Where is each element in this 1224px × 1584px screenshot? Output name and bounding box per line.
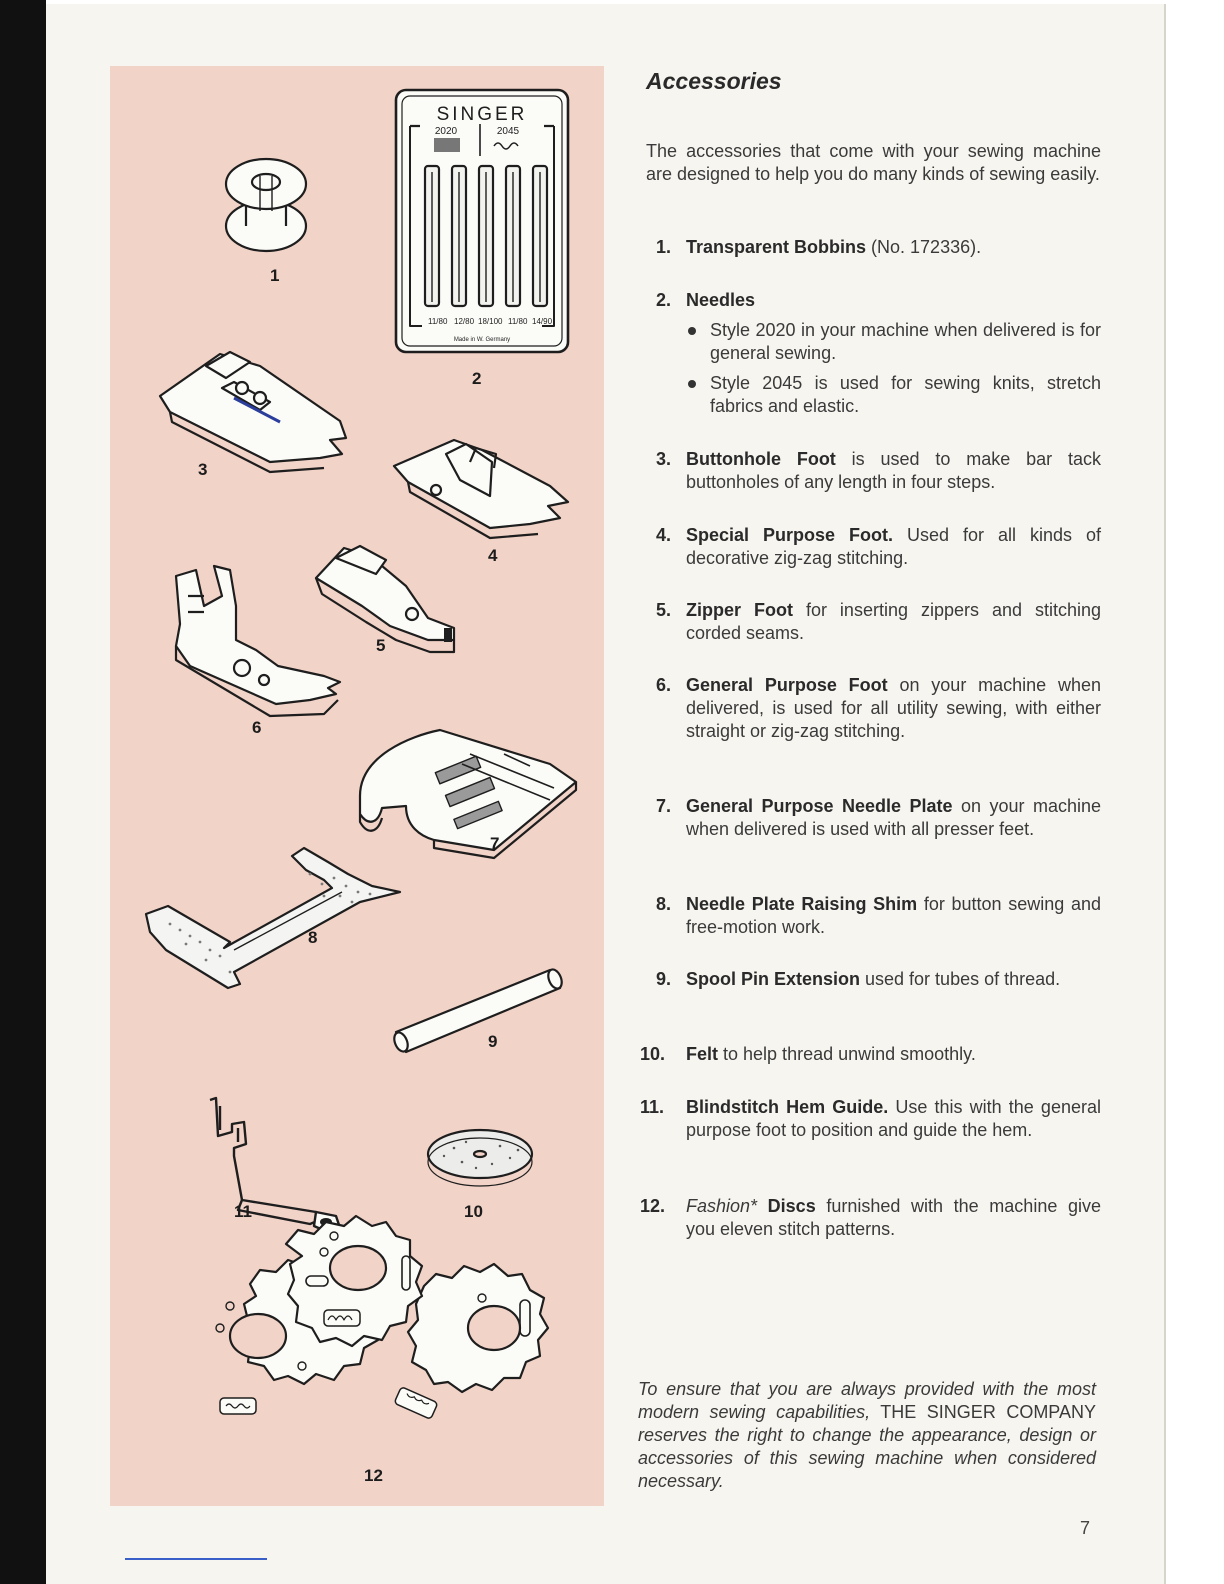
list-item bbox=[646, 448, 1101, 494]
item-number: 2. bbox=[656, 290, 672, 310]
intro-paragraph: The accessories that come with your sewing machine are designed to help you do many kinds of sewing easily. bbox=[646, 141, 1101, 184]
scan-edge-line bbox=[125, 1558, 267, 1560]
item-name: Needles bbox=[686, 290, 756, 310]
figure-label-2: 2 bbox=[472, 369, 482, 388]
item-description: on your machine when delivered, is used for all utility sewing, with either straight or zig-zag stitching. bbox=[686, 675, 1101, 741]
figure-label-7: 7 bbox=[490, 834, 500, 853]
item-name: Felt bbox=[686, 1044, 719, 1064]
item-number: 11. bbox=[640, 1097, 665, 1117]
figure-label-9: 9 bbox=[488, 1032, 498, 1051]
binding-spine bbox=[0, 0, 46, 1584]
figure-label-1: 1 bbox=[270, 266, 280, 285]
figure-label-5: 5 bbox=[376, 636, 386, 655]
bullet-text: Style 2045 is used for sewing knits, stretch fabrics and elastic. bbox=[710, 373, 1101, 416]
note-company: THE SINGER COMPANY bbox=[870, 1402, 1096, 1422]
item-number: 4. bbox=[656, 525, 672, 545]
item-description: Used for all kinds of decorative zig-zag stitching. bbox=[686, 525, 1101, 568]
list-item bbox=[646, 289, 1101, 418]
item-description: for button sewing and free-motion work. bbox=[686, 894, 1101, 937]
needle-bullet bbox=[686, 372, 1101, 418]
list-item bbox=[646, 674, 1101, 743]
needle-pack-drawing bbox=[396, 90, 568, 352]
note-text-1: To ensure that you are always provided with the most modern sewing capabilities, bbox=[638, 1379, 1096, 1422]
item-trademark: Fashion* bbox=[686, 1196, 758, 1216]
fashion-discs-drawing bbox=[216, 1216, 548, 1419]
item-number: 9. bbox=[656, 969, 672, 989]
item-description: for inserting zippers and stitching corded seams. bbox=[686, 600, 1102, 643]
felt-disc-drawing bbox=[428, 1130, 532, 1186]
page-number: 7 bbox=[1080, 1518, 1091, 1538]
figure-label-10: 10 bbox=[464, 1202, 483, 1221]
item-name: Buttonhole Foot bbox=[686, 449, 836, 469]
needle-pack-style-b: 2045 bbox=[496, 126, 520, 137]
needle-pack-origin: Made in W. Germany bbox=[453, 337, 511, 343]
item-number: 10. bbox=[640, 1044, 666, 1064]
item-name: Discs bbox=[757, 1196, 816, 1216]
buttonhole-foot-drawing bbox=[160, 352, 346, 472]
list-item bbox=[646, 236, 1101, 259]
needle-size-2: 12/80 bbox=[454, 317, 475, 326]
item-name: Spool Pin Extension bbox=[686, 969, 861, 989]
accessories-illustration bbox=[110, 66, 604, 1506]
item-number: 7. bbox=[656, 796, 672, 816]
figure-label-4: 4 bbox=[488, 546, 498, 565]
spool-pin-extension-drawing bbox=[392, 967, 565, 1053]
item-name: Zipper Foot bbox=[686, 600, 793, 620]
figure-label-11: 11 bbox=[234, 1202, 252, 1221]
item-number: 12. bbox=[640, 1196, 666, 1216]
list-item bbox=[640, 1043, 1101, 1066]
needle-size-1: 11/80 bbox=[428, 317, 448, 326]
blindstitch-hem-guide-drawing bbox=[210, 1098, 340, 1234]
needle-size-4: 11/80 bbox=[508, 317, 528, 326]
bullet-icon bbox=[688, 327, 696, 335]
needle-size-5: 14/90 bbox=[532, 317, 553, 326]
list-item bbox=[646, 893, 1101, 939]
accessories-illustration-panel bbox=[110, 66, 604, 1506]
list-item bbox=[646, 795, 1101, 841]
list-item bbox=[646, 599, 1101, 645]
item-name: Special Purpose Foot. bbox=[686, 525, 893, 545]
item-number: 6. bbox=[656, 675, 672, 695]
bullet-text: Style 2020 in your machine when delivered is for general sewing. bbox=[710, 320, 1101, 363]
list-item bbox=[640, 1096, 1101, 1142]
item-description: used for tubes of thread. bbox=[860, 969, 1061, 989]
list-item bbox=[646, 524, 1101, 570]
needle-pack-brand: SINGER bbox=[436, 104, 528, 125]
item-number: 8. bbox=[656, 894, 672, 914]
note-text-2: reserves the right to change the appearance, design or accessories of this sewing machine when considered necessary. bbox=[638, 1425, 1096, 1491]
needle-bullet bbox=[686, 319, 1101, 365]
bobbin-drawing bbox=[226, 159, 306, 251]
item-number: 3. bbox=[656, 449, 672, 469]
item-name: Needle Plate Raising Shim bbox=[686, 894, 918, 914]
item-description: furnished with the machine give you eleven stitch patterns. bbox=[686, 1196, 1101, 1239]
item-name: Blindstitch Hem Guide. bbox=[686, 1097, 889, 1117]
figure-label-6: 6 bbox=[252, 718, 262, 737]
item-name: Transparent Bobbins bbox=[686, 237, 867, 257]
list-item bbox=[646, 968, 1101, 991]
needle-size-3: 18/100 bbox=[478, 317, 503, 326]
item-number: 1. bbox=[656, 237, 672, 257]
item-description: Use this with the general purpose foot to position and guide the hem. bbox=[686, 1097, 1101, 1140]
page-title: Accessories bbox=[646, 68, 782, 94]
figure-label-12: 12 bbox=[364, 1466, 383, 1485]
item-name: General Purpose Foot bbox=[686, 675, 888, 695]
item-description: is used to make bar tack buttonholes of any length in four steps. bbox=[686, 449, 1101, 492]
item-number: 5. bbox=[656, 600, 672, 620]
disclaimer-note bbox=[638, 1378, 1096, 1493]
figure-label-3: 3 bbox=[198, 460, 208, 479]
needle-plate-drawing bbox=[360, 730, 576, 858]
item-name: General Purpose Needle Plate bbox=[686, 796, 953, 816]
bullet-icon bbox=[688, 380, 696, 388]
general-purpose-foot-drawing bbox=[176, 566, 340, 716]
needle-pack-style-a: 2020 bbox=[434, 126, 458, 137]
item-description: on your machine when delivered is used with all presser feet. bbox=[686, 796, 1101, 839]
special-purpose-foot-drawing bbox=[394, 440, 568, 538]
list-item bbox=[640, 1195, 1101, 1241]
figure-label-8: 8 bbox=[308, 928, 318, 947]
raising-shim-drawing bbox=[146, 848, 400, 988]
item-description: to help thread unwind smoothly. bbox=[718, 1044, 976, 1064]
item-description: (No. 172336). bbox=[866, 237, 982, 257]
